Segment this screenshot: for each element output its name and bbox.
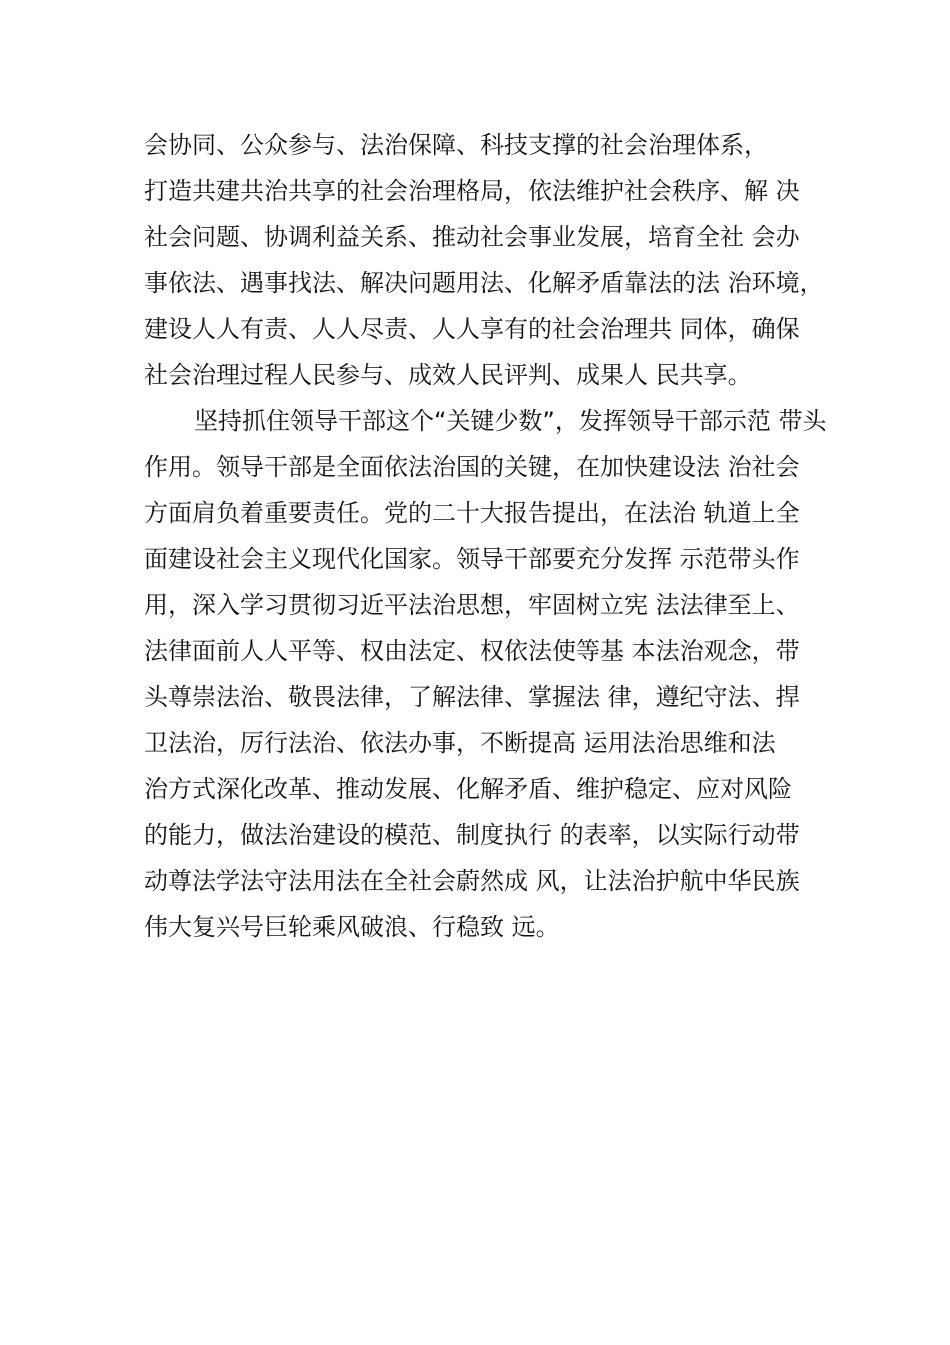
text-line: 方面肩负着重要责任。党的二十大报告提出，在法治 轨道上全 [144,499,800,527]
text-line: 卫法治，厉行法治、依法办事，不断提高 运用法治思维和法 [144,729,776,757]
text-line: 面建设社会主义现代化国家。领导干部要充分发挥 示范带头作 [144,545,800,573]
text-line: 事依法、遇事找法、解决问题用法、化解矛盾靠法的法 治环境， [144,269,824,297]
text-line: 头尊崇法治、敬畏法律，了解法律、掌握法 律，遵纪守法、捍 [144,683,800,711]
text-line: 法律面前人人平等、权由法定、权依法使等基 本法治观念，带 [144,637,800,665]
text-line: 建设人人有责、人人尽责、人人享有的社会治理共 同体，确保 [144,315,800,343]
text-line: 社会治理过程人民参与、成效人民评判、成果人 民共享。 [144,361,752,389]
text-line: 治方式深化改革、推动发展、化解矛盾、维护稳定、应对风险 [144,775,792,803]
text-line: 用，深入学习贯彻习近平法治思想，牢固树立宪 法法律至上、 [144,591,800,619]
text-line: 的能力，做法治建设的模范、制度执行 的表率，以实际行动带 [144,821,800,849]
paragraph-first-line: 坚持抓住领导干部这个“关键少数”，发挥领导干部示范 带头 [194,407,827,435]
text-line: 社会问题、协调利益关系、推动社会事业发展，培育全社 会办 [144,223,800,251]
text-line: 作用。领导干部是全面依法治国的关键，在加快建设法 治社会 [144,453,800,481]
text-line: 动尊法学法守法用法在全社会蔚然成 风，让法治护航中华民族 [144,867,800,895]
text-line: 伟大复兴号巨轮乘风破浪、行稳致 远。 [144,913,560,941]
body-text [144,122,864,950]
text-line: 打造共建共治共享的社会治理格局，依法维护社会秩序、解 决 [144,177,800,205]
text-line: 会协同、公众参与、法治保障、科技支撑的社会治理体系， [144,131,768,159]
